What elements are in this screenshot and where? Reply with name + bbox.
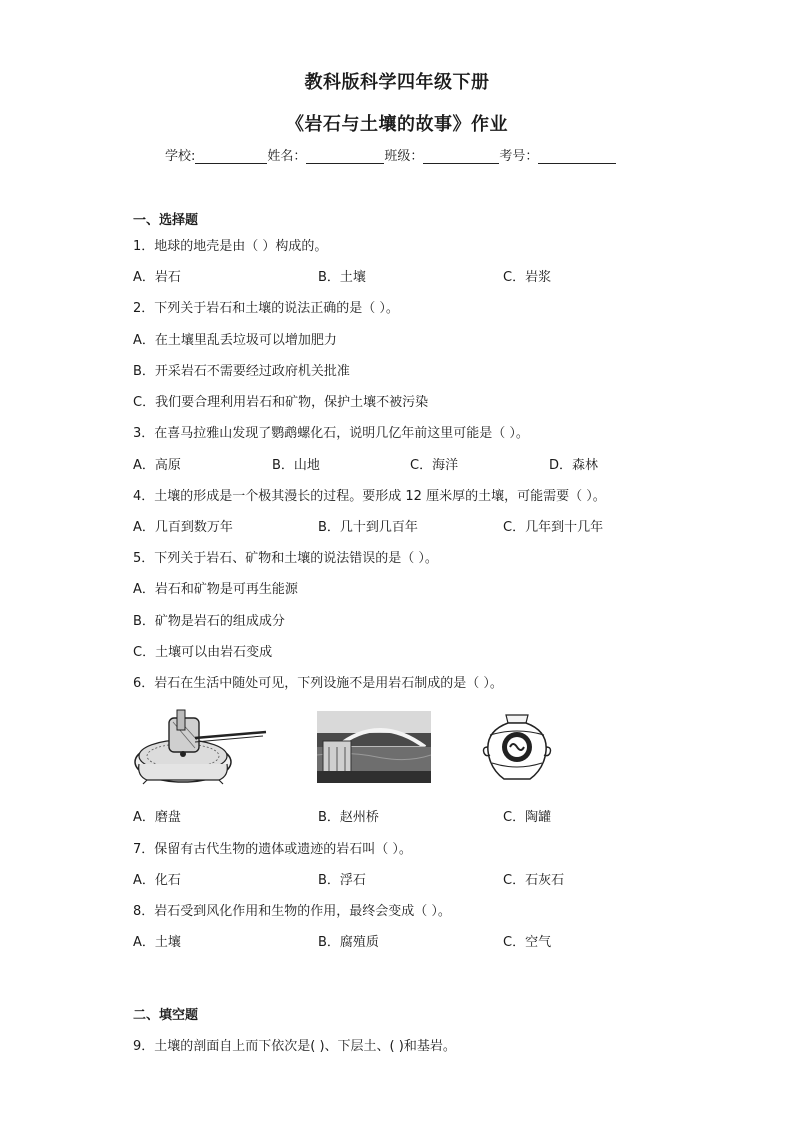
q2-option-c[interactable]: C．我们要合理利用岩石和矿物，保护土壤不被污染: [133, 395, 429, 410]
q3-option-a[interactable]: A．高原: [133, 458, 181, 473]
worksheet-title: 教科版科学四年级下册: [304, 72, 490, 93]
q8-option-c[interactable]: C．空气: [503, 935, 552, 950]
q4-option-c[interactable]: C．几年到十几年: [503, 520, 604, 535]
q5-option-c[interactable]: C．土壤可以由岩石变成: [133, 645, 273, 660]
q7-option-a[interactable]: A．化石: [133, 873, 181, 888]
question-6: 6．岩石在生活中随处可见，下列设施不是用岩石制成的是（ ）。: [133, 676, 503, 691]
name-label: 姓名：: [267, 149, 307, 164]
q3-option-c[interactable]: C．海洋: [410, 458, 459, 473]
q1-option-b[interactable]: B．土壤: [318, 270, 366, 285]
question-7: 7．保留有古代生物的遗体或遗迹的岩石叫（ ）。: [133, 842, 412, 857]
school-label: 学校:: [165, 149, 196, 164]
pottery-jar-illustration: [480, 711, 554, 783]
q4-option-b[interactable]: B．几十到几百年: [318, 520, 418, 535]
zhaozhou-bridge-photo: [317, 711, 431, 783]
q7-option-b[interactable]: B．浮石: [318, 873, 366, 888]
q1-option-a[interactable]: A．岩石: [133, 270, 181, 285]
question-2: 2．下列关于岩石和土壤的说法正确的是（ ）。: [133, 301, 399, 316]
school-blank[interactable]: [195, 149, 267, 164]
question-3: 3．在喜马拉雅山发现了鹦鹉螺化石，说明几亿年前这里可能是（ ）。: [133, 426, 529, 441]
q3-option-b[interactable]: B．山地: [272, 458, 320, 473]
q8-option-b[interactable]: B．腐殖质: [318, 935, 379, 950]
name-blank[interactable]: [306, 149, 384, 164]
q4-option-a[interactable]: A．几百到数万年: [133, 520, 233, 535]
q6-option-c[interactable]: C．陶罐: [503, 810, 552, 825]
class-label: 班级：: [384, 149, 424, 164]
q1-option-c[interactable]: C．岩浆: [503, 270, 552, 285]
class-blank[interactable]: [423, 149, 499, 164]
student-info-line: [165, 145, 616, 164]
question-4: 4．土壤的形成是一个极其漫长的过程。要形成 12 厘米厚的土壤，可能需要（ ）。: [133, 489, 606, 504]
number-blank[interactable]: [538, 149, 616, 164]
question-5: 5．下列关于岩石、矿物和土壤的说法错误的是（ ）。: [133, 551, 438, 566]
millstone-illustration: [133, 704, 268, 786]
q8-option-a[interactable]: A．土壤: [133, 935, 181, 950]
q6-option-a[interactable]: A．磨盘: [133, 810, 181, 825]
q2-option-a[interactable]: A．在土壤里乱丢垃圾可以增加肥力: [133, 333, 337, 348]
q5-option-a[interactable]: A．岩石和矿物是可再生能源: [133, 582, 298, 597]
q2-option-b[interactable]: B．开采岩石不需要经过政府机关批准: [133, 364, 350, 379]
section-choice-heading: 一、选择题: [133, 213, 199, 228]
question-8: 8．岩石受到风化作用和生物的作用，最终会变成（ ）。: [133, 904, 451, 919]
question-1: 1．地球的地壳是由（ ）构成的。: [133, 239, 328, 254]
section-fill-heading: 二、填空题: [133, 1008, 199, 1023]
q6-option-b[interactable]: B．赵州桥: [318, 810, 379, 825]
question-9: 9．土壤的剖面自上而下依次是( )、下层土、( )和基岩。: [133, 1039, 456, 1054]
worksheet-subtitle: 《岩石与土壤的故事》作业: [286, 114, 508, 135]
q3-option-d[interactable]: D．森林: [549, 458, 599, 473]
q7-option-c[interactable]: C．石灰石: [503, 873, 565, 888]
q5-option-b[interactable]: B．矿物是岩石的组成成分: [133, 614, 285, 629]
number-label: 考号：: [499, 149, 539, 164]
